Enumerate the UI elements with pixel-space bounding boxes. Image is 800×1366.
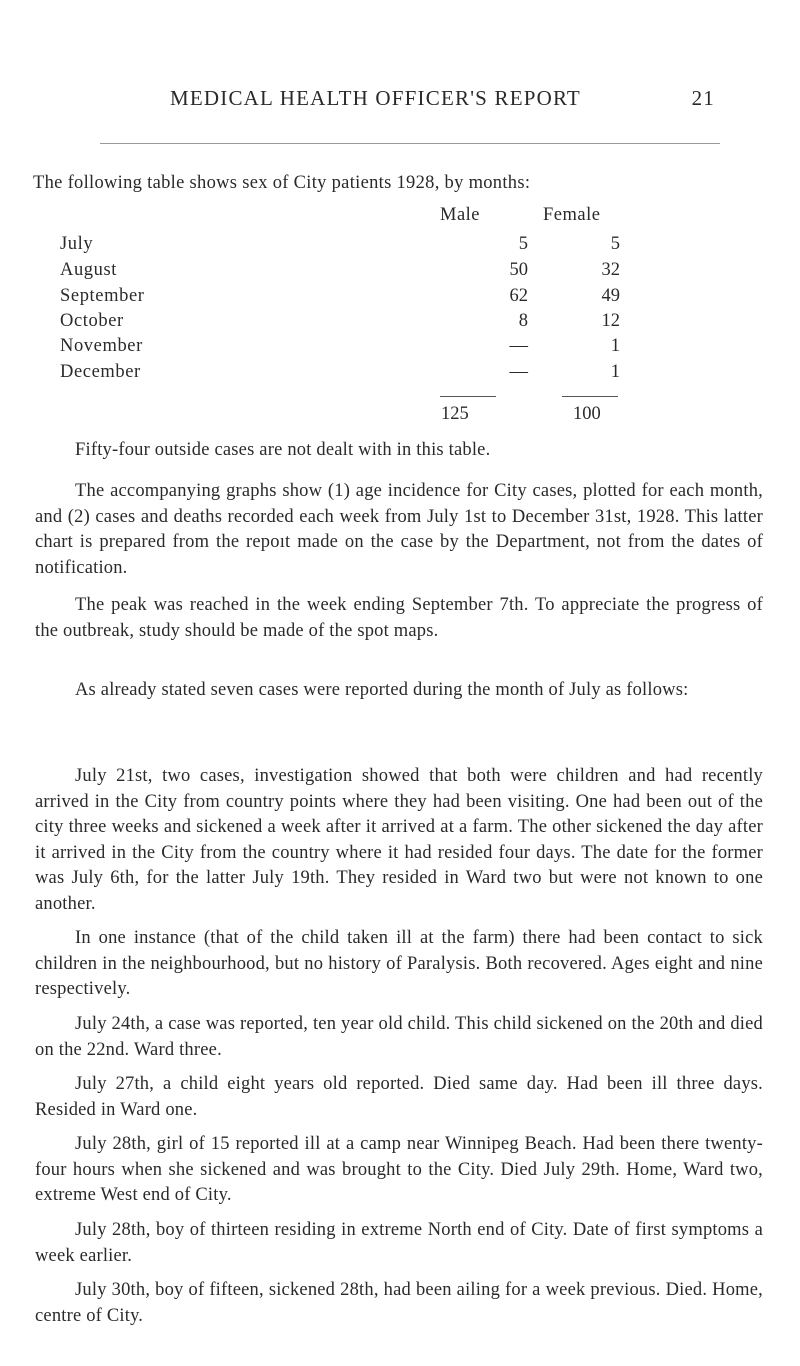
paragraph: July 21st, two cases, investigation showed that both were children and had recently arrived in the City from country points where they had been visiting. One had been out of the city three weeks and sickened a week after it arrived at a farm. The other sickened the day after it arrived in the City from the country where it had resided four days. The date for the former was July 6th, for the latter July 19th. They resided in Ward two but were not known to one another. [35,766,763,914]
table-row [60,234,620,260]
table-row [60,311,620,337]
male-count: 62 [509,286,528,306]
month-label: November [60,336,143,356]
total-male: 125 [441,404,469,424]
paragraph: July 30th, boy of fifteen, sickened 28th, had been ailing for a week previous. Died. Home, centre of City. [35,1280,763,1326]
paragraph: As already stated seven cases were reported during the month of July as follows: [75,680,689,700]
report-title: MEDICAL HEALTH OFFICER'S REPORT [170,86,581,110]
male-count: — [509,362,528,382]
paragraph: The accompanying graphs show (1) age incidence for City cases, plotted for each month, and (2) cases and deaths recorded each week from July 1st to December 31st, 1928. This latter chart is prepared from the repoıt made on the case by the Department, not from the dates of notification. [35,481,763,578]
table-intro: The following table shows sex of City patients 1928, by months: [33,173,531,193]
male-count: — [509,336,528,356]
column-header-female: Female [543,205,601,225]
month-label: October [60,311,124,331]
female-count: 12 [601,311,620,331]
table-row [60,260,620,286]
female-count: 49 [601,286,620,306]
paragraph: The peak was reached in the week ending September 7th. To appreciate the progress of the outbreak, study should be made of the spot maps. [35,595,763,641]
paragraph: In one instance (that of the child taken ill at the farm) there had been contact to sick children in the neighbourhood, but no history of Paralysis. Both recovered. Ages eight and nine respectively. [35,928,763,999]
header-rule [100,143,720,144]
female-count: 5 [610,234,620,254]
table-row [60,286,620,312]
total-rule-male [440,396,496,397]
male-count: 8 [518,311,528,331]
month-label: August [60,260,118,280]
total-female: 100 [573,404,601,424]
table-row [60,362,620,388]
female-count: 1 [610,336,620,356]
female-count: 32 [601,260,620,280]
table-row [60,336,620,362]
month-label: December [60,362,141,382]
column-header-male: Male [440,205,481,225]
month-label: September [60,286,145,306]
paragraph: Fifty-four outside cases are not dealt with in this table. [75,440,491,460]
month-label: July [60,234,94,254]
paragraph: July 27th, a child eight years old reported. Died same day. Had been ill three days. Resided in Ward one. [35,1074,763,1120]
paragraph: July 28th, boy of thirteen residing in extreme North end of City. Date of first symptoms a week earlier. [35,1220,763,1266]
male-count: 5 [518,234,528,254]
female-count: 1 [610,362,620,382]
paragraph: July 24th, a case was reported, ten year old child. This child sickened on the 20th and died on the 22nd. Ward three. [35,1014,763,1060]
male-count: 50 [509,260,528,280]
paragraph: July 28th, girl of 15 reported ill at a camp near Winnipeg Beach. Had been there twenty-four hours when she sickened and was brought to the City. Died July 29th. Home, Ward two, extreme West end of City. [35,1134,763,1205]
total-rule-female [562,396,618,397]
page-number: 21 [691,86,715,110]
